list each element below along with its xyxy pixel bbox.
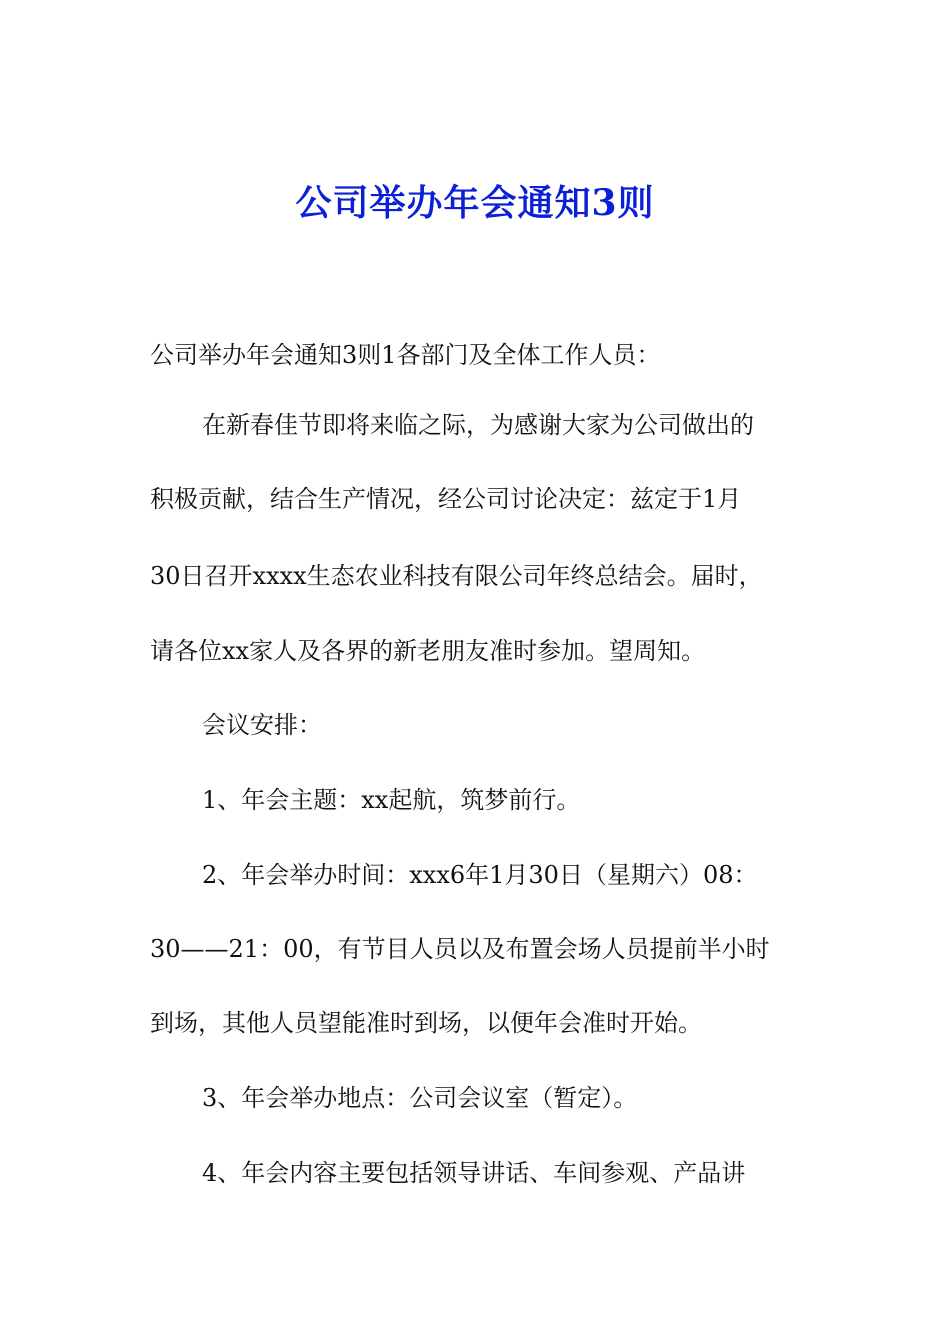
body-line: 积极贡献，结合生产情况，经公司讨论决定：兹定于1月 [150,485,742,513]
list-item: 3、年会举办地点：公司会议室（暂定）。 [202,1084,638,1112]
list-item: 4、年会内容主要包括领导讲话、车间参观、产品讲 [202,1159,746,1187]
body-line: 请各位xx家人及各界的新老朋友准时参加。望周知。 [150,637,706,665]
body-line: 30日召开xxxx生态农业科技有限公司年终总结会。届时， [150,562,763,590]
salutation-line: 公司举办年会通知3则1各部门及全体工作人员： [150,341,661,369]
list-item-continuation: 30——21：00，有节目人员以及布置会场人员提前半小时 [150,935,770,963]
list-item: 1、年会主题：xx起航，筑梦前行。 [202,786,581,814]
section-heading: 会议安排： [202,711,322,739]
body-line: 在新春佳节即将来临之际，为感谢大家为公司做出的 [202,411,754,439]
list-item-continuation: 到场，其他人员望能准时到场，以便年会准时开始。 [150,1009,702,1037]
document-title: 公司举办年会通知3则 [295,182,655,224]
list-item: 2、年会举办时间：xxx6年1月30日（星期六）08： [202,861,758,889]
